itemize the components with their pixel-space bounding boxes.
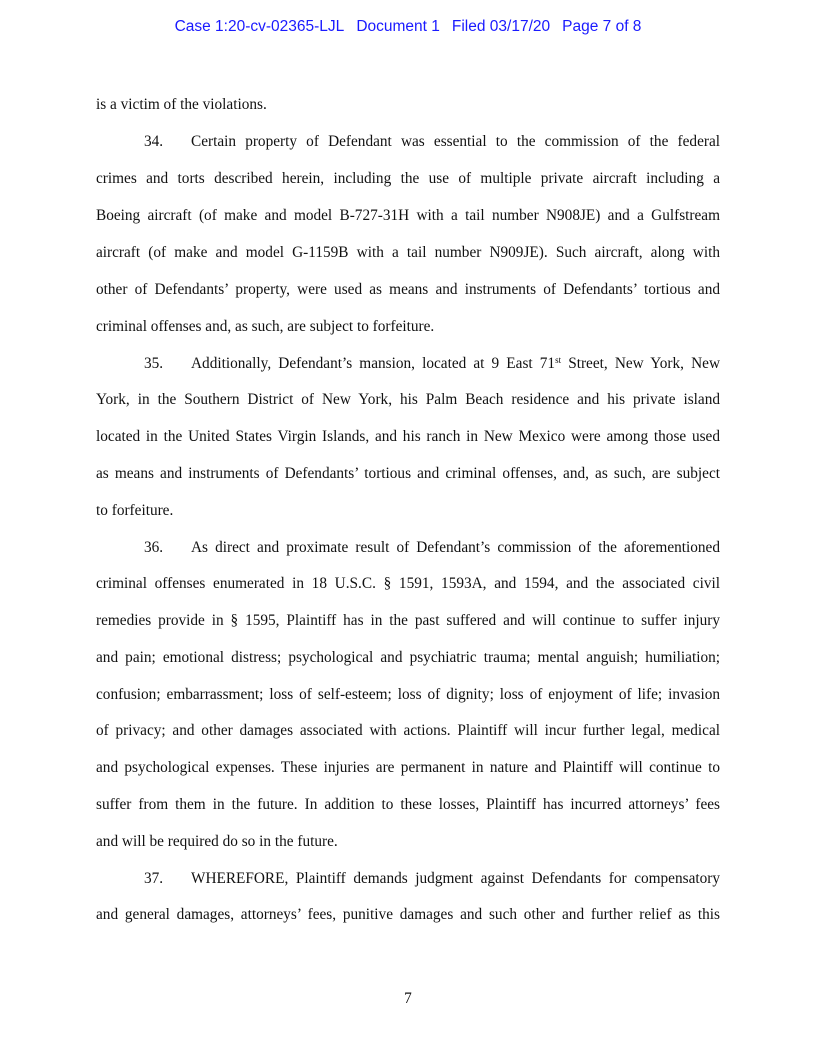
paragraph-text: WHEREFORE, Plaintiff demands judgment against Defendants for compensatory xyxy=(191,870,720,887)
paragraph-number: 37. xyxy=(144,870,164,887)
paragraph-36-line: of privacy; and other damages associated with actions. Plaintiff will incur further legal, medical xyxy=(96,722,720,739)
document-number: Document 1 xyxy=(356,18,440,35)
paragraph-text: Certain property of Defendant was essential to the commission of the federal xyxy=(191,133,720,150)
paragraph-36-line: criminal offenses enumerated in 18 U.S.C. § 1591, 1593A, and 1594, and the associated civil xyxy=(96,575,720,592)
paragraph-36-line: and pain; emotional distress; psychological and psychiatric trauma; mental anguish; humiliation; xyxy=(96,649,720,666)
paragraph-34-line: aircraft (of make and model G-1159B with a tail number N909JE). Such aircraft, along with xyxy=(96,244,720,261)
page-indicator: Page 7 of 8 xyxy=(562,18,642,35)
ordinal-superscript: st xyxy=(555,355,562,365)
paragraph-34-line: criminal offenses and, as such, are subject to forfeiture. xyxy=(96,318,435,335)
paragraph-number: 34. xyxy=(144,133,164,150)
paragraph-number: 36. xyxy=(144,539,164,556)
paragraph-35-line: York, in the Southern District of New York, his Palm Beach residence and his private island xyxy=(96,391,720,408)
paragraph-34-line: crimes and torts described herein, including the use of multiple private aircraft including a xyxy=(96,170,720,187)
paragraph-35-line: located in the United States Virgin Islands, and his ranch in New Mexico were among those used xyxy=(96,428,720,445)
page-number: 7 xyxy=(404,990,412,1007)
paragraph-34-line: Boeing aircraft (of make and model B-727-31H with a tail number N908JE) and a Gulfstream xyxy=(96,207,720,224)
paragraph-36-line: suffer from them in the future. In addition to these losses, Plaintiff has incurred attorneys’ fees xyxy=(96,796,720,813)
paragraph-34-line: other of Defendants’ property, were used as means and instruments of Defendants’ tortious and xyxy=(96,281,720,298)
text-segment: Street, New York, New xyxy=(561,355,720,372)
paragraph-36-first-line xyxy=(96,538,720,558)
paragraph-35-line: as means and instruments of Defendants’ tortious and criminal offenses, and, as such, are subject xyxy=(96,465,720,482)
paragraph-36-line: and psychological expenses. These injuries are permanent in nature and Plaintiff will continue to xyxy=(96,759,720,776)
paragraph-35-line: to forfeiture. xyxy=(96,502,174,519)
paragraph-text xyxy=(191,354,720,374)
paragraph-text: As direct and proximate result of Defendant’s commission of the aforementioned xyxy=(191,539,720,556)
continuation-line: is a victim of the violations. xyxy=(96,96,267,113)
filed-date: Filed 03/17/20 xyxy=(451,18,551,35)
paragraph-37-first-line xyxy=(96,869,720,889)
paragraph-36-line: remedies provide in § 1595, Plaintiff has in the past suffered and will continue to suffer injury xyxy=(96,612,720,629)
paragraph-35-first-line xyxy=(96,354,720,374)
paragraph-number: 35. xyxy=(144,355,164,372)
paragraph-36-line: confusion; embarrassment; loss of self-esteem; loss of dignity; loss of enjoyment of life; invasion xyxy=(96,686,720,703)
paragraph-37-line: and general damages, attorneys’ fees, punitive damages and such other and further relief as this xyxy=(96,906,720,923)
paragraph-34-first-line xyxy=(96,132,720,152)
case-number: Case 1:20-cv-02365-LJL xyxy=(174,18,345,35)
text-segment: Additionally, Defendant’s mansion, located at 9 East 71 xyxy=(191,355,556,372)
paragraph-36-line: and will be required do so in the future. xyxy=(96,833,338,850)
ecf-header-stamp xyxy=(0,17,816,37)
